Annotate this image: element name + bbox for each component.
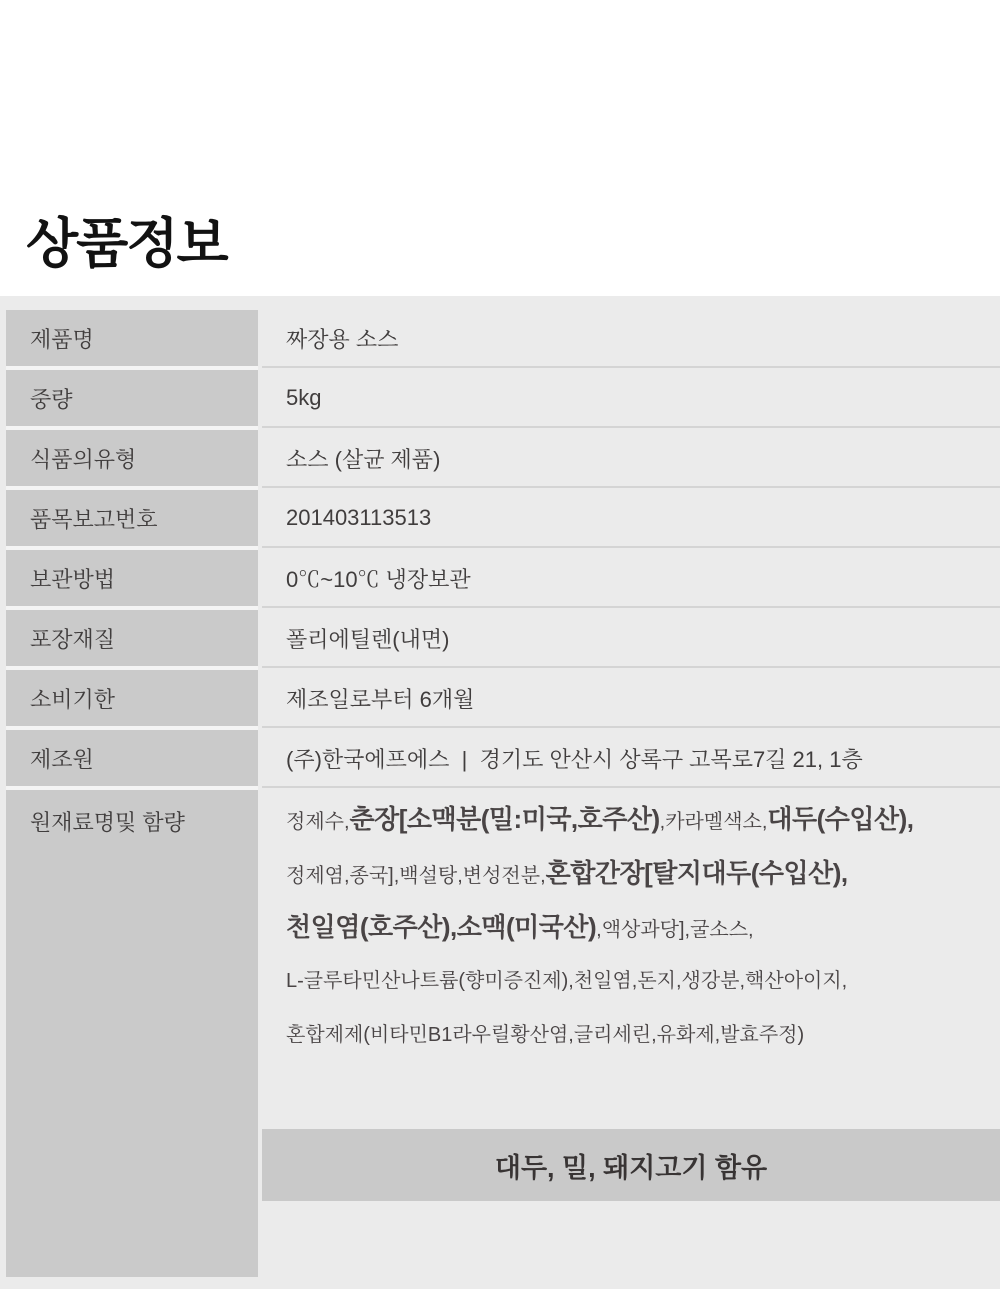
row-value: (주)한국에프에스 | 경기도 안산시 상록구 고목로7길 21, 1층 (262, 730, 1000, 786)
row-label: 소비기한 (6, 670, 258, 726)
row-label: 보관방법 (6, 550, 258, 606)
row-value: 0℃~10℃ 냉장보관 (262, 550, 1000, 606)
ingredients-line (286, 792, 990, 846)
row-value: 소스 (살균 제품) (262, 430, 1000, 486)
ingredient-emphasis: 혼합간장[탈지대두(수입산), (545, 858, 848, 888)
table-row (0, 370, 1000, 426)
row-value: 폴리에틸렌(내면) (262, 610, 1000, 666)
row-label: 제조원 (6, 730, 258, 786)
ingredients-text (262, 790, 1000, 1125)
row-value: 제조일로부터 6개월 (262, 670, 1000, 726)
ingredients-line (286, 900, 990, 954)
row-value: 짜장용 소스 (262, 310, 1000, 366)
table-row (0, 670, 1000, 726)
ingredient-text: 정제염,종국],백설탕,변성전분, (286, 865, 546, 887)
ingredient-text: L-글루타민산나트륨(향미증진제),천일염,돈지,생강분,핵산아이지, (286, 970, 848, 992)
ingredient-text: ,카라멜색소, (659, 811, 768, 833)
table-row (0, 730, 1000, 786)
ingredient-text: 정제수, (286, 811, 350, 833)
ingredient-emphasis: 대두(수입산), (767, 804, 914, 834)
row-label-ingredients: 원재료명및 함량 (6, 790, 258, 1277)
ingredient-emphasis: 춘장[소맥분(밀:미국,호주산) (349, 804, 660, 834)
ingredient-text: 혼합제제(비타민B1라우릴황산염,글리세린,유화제,발효주정) (286, 1024, 805, 1046)
page-title: 상품정보 (26, 214, 227, 274)
table-rows (0, 310, 1000, 786)
row-value: 201403113513 (262, 490, 1000, 546)
product-info-table (0, 296, 1000, 1289)
table-row (0, 430, 1000, 486)
ingredient-text: ,액상과당],굴소스, (596, 919, 754, 941)
ingredients-line (286, 846, 990, 900)
allergen-notice: 대두, 밀, 돼지고기 함유 (262, 1129, 1000, 1201)
ingredients-row (0, 790, 1000, 1283)
ingredients-line (286, 954, 990, 1008)
row-label: 포장재질 (6, 610, 258, 666)
table-row (0, 490, 1000, 546)
ingredients-right-column (262, 790, 1000, 1283)
table-row (0, 610, 1000, 666)
ingredients-line (286, 1008, 990, 1062)
table-row (0, 550, 1000, 606)
row-value: 5kg (262, 370, 1000, 426)
row-label: 품목보고번호 (6, 490, 258, 546)
row-label: 제품명 (6, 310, 258, 366)
row-label: 중량 (6, 370, 258, 426)
row-label: 식품의유형 (6, 430, 258, 486)
table-row (0, 310, 1000, 366)
empty-cell (262, 1205, 1000, 1283)
ingredient-emphasis: 천일염(호주산),소맥(미국산) (286, 912, 597, 942)
